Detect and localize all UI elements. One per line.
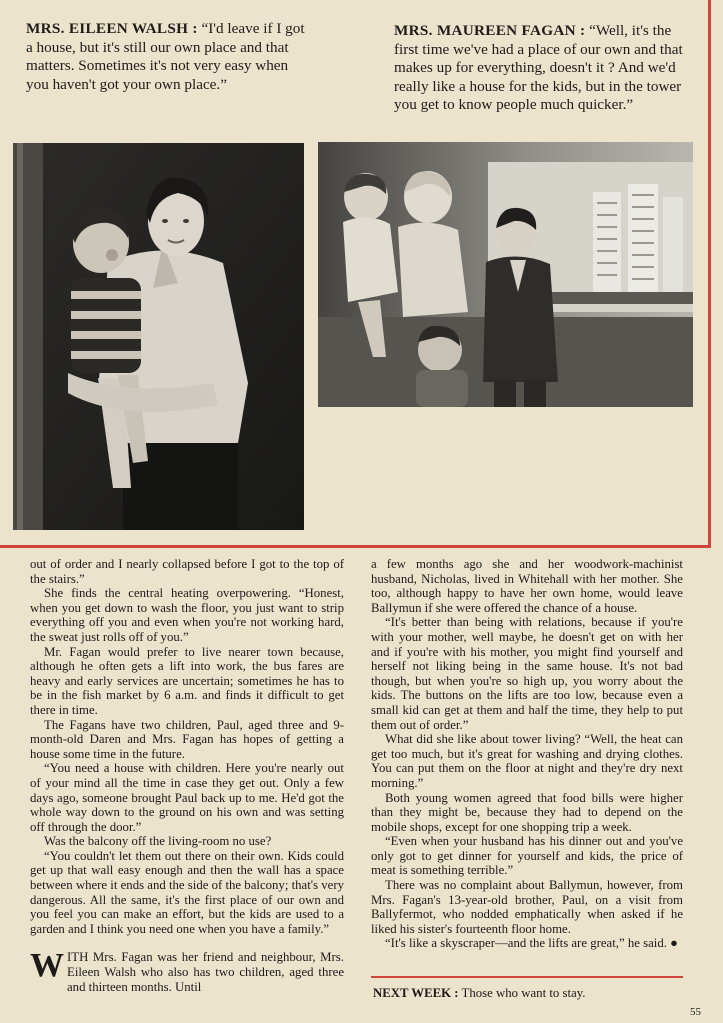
paragraph: “It's better than being with relations, because if you're with your mother, well maybe, he doesn't get on with her and if you're with his mother, you might find yourself and herself not liking being in the same house. It's not bad though, but when you're so high up, you worry about the kids. The buttons on the lifts are too low, because even a small kid can get at them and half the time, they help to put them out of order.” bbox=[371, 615, 683, 732]
paragraph: What did she like about tower living? “Well, the heat can get too much, but it's great for washing and drying clothes. You can put them on the floor at night and they're dry next morning.” bbox=[371, 732, 683, 790]
photo-fagan-children bbox=[318, 142, 693, 407]
article-column-left bbox=[30, 557, 344, 994]
paragraph-with-dropcap bbox=[30, 947, 344, 994]
photo-fagan-illustration bbox=[318, 142, 693, 407]
paragraph: “You couldn't let them out there on their own. Kids could get up that wall easy enough and then the wall has a space between where it ends and the side of the balcony; that's very dangerous. All the same, it's the first place of our own and you feel you can make an effort, but the kids are used to a garden and I think you need one when you have a family.” bbox=[30, 848, 344, 936]
red-rule-next-week bbox=[371, 976, 683, 978]
drop-cap: W bbox=[30, 947, 64, 985]
quote-fagan bbox=[394, 22, 694, 115]
quote-walsh-name: MRS. EILEEN WALSH : bbox=[26, 20, 198, 37]
photo-walsh-illustration bbox=[13, 143, 304, 530]
paragraph: “It's like a skyscraper—and the lifts are great,” he said. ● bbox=[385, 936, 678, 951]
paragraph: “Even when your husband has his dinner out and you've only got to get dinner for yourself and kids, the price of meat is something terrible.” bbox=[371, 834, 683, 878]
paragraph: Was the balcony off the living-room no use? bbox=[44, 834, 272, 849]
quote-fagan-name: MRS. MAUREEN FAGAN : bbox=[394, 22, 586, 39]
paragraph: Both young women agreed that food bills were higher than they might be, because they had to depend on the mobile shops, except for one shopping trip a week. bbox=[371, 790, 683, 834]
red-rule-vertical bbox=[708, 0, 711, 548]
dropcap-paragraph-text: ITH Mrs. Fagan was her friend and neighbour, Mrs. Eileen Walsh who also has two children, aged three and thirteen months. Until bbox=[67, 950, 344, 994]
quote-walsh-text: “I'd leave if I got a house, but it's still our own place and that matters. Sometimes it's not very easy when you haven't got your own place.” bbox=[26, 20, 305, 93]
next-week-note bbox=[373, 986, 585, 1001]
page-number: 55 bbox=[690, 1006, 701, 1018]
paragraph: “You need a house with children. Here you're nearly out of your mind all the time in case they get out. Only a few days ago, someone brought Paul back up to me. He'd got the whole way down to the ground on his own and was setting off through the door.” bbox=[30, 761, 344, 834]
paragraph: There was no complaint about Ballymun, however, from Mrs. Fagan's 13-year-old brother, Paul, on a visit from Ballyfermot, who nodded emphatically when asked if he liked his sister's fourteenth floor home. bbox=[371, 878, 683, 936]
paragraph: a few months ago she and her woodwork-machinist husband, Nicholas, lived in Whitehall with her mother. She too, although happy to have her own home, would leave Ballymun if she were offered the chance of a house. bbox=[371, 557, 683, 615]
red-rule-horizontal bbox=[0, 545, 711, 548]
paragraph: out of order and I nearly collapsed before I got to the top of the stairs.” bbox=[30, 557, 344, 586]
photo-walsh-with-child bbox=[13, 143, 304, 530]
quote-fagan-text: “Well, it's the first time we've had a place of our own and that makes up for everything, doesn't it ? And we'd really like a house for the kids, but in the tower you get to know people much quicker.” bbox=[394, 22, 683, 114]
article-column-right bbox=[371, 557, 683, 951]
paragraph: She finds the central heating overpowering. “Honest, when you get down to wash the floor, you just want to strip everything off you and even when you're not working hard, the sweat just rolls off of you.” bbox=[30, 586, 344, 644]
next-week-text: Those who want to stay. bbox=[461, 986, 586, 1000]
quote-walsh bbox=[26, 20, 308, 94]
paragraph: The Fagans have two children, Paul, aged three and 9-month-old Daren and Mrs. Fagan has hopes of getting a house some time in the future. bbox=[30, 717, 344, 761]
next-week-label: NEXT WEEK : bbox=[373, 986, 459, 1000]
paragraph: Mr. Fagan would prefer to live nearer town because, although he often gets a lift into work, the bus fares are heavy and early services are uncertain; sometimes he has to be in the fish market by 6 a.m. and finds it difficult to get there in time. bbox=[30, 644, 344, 717]
